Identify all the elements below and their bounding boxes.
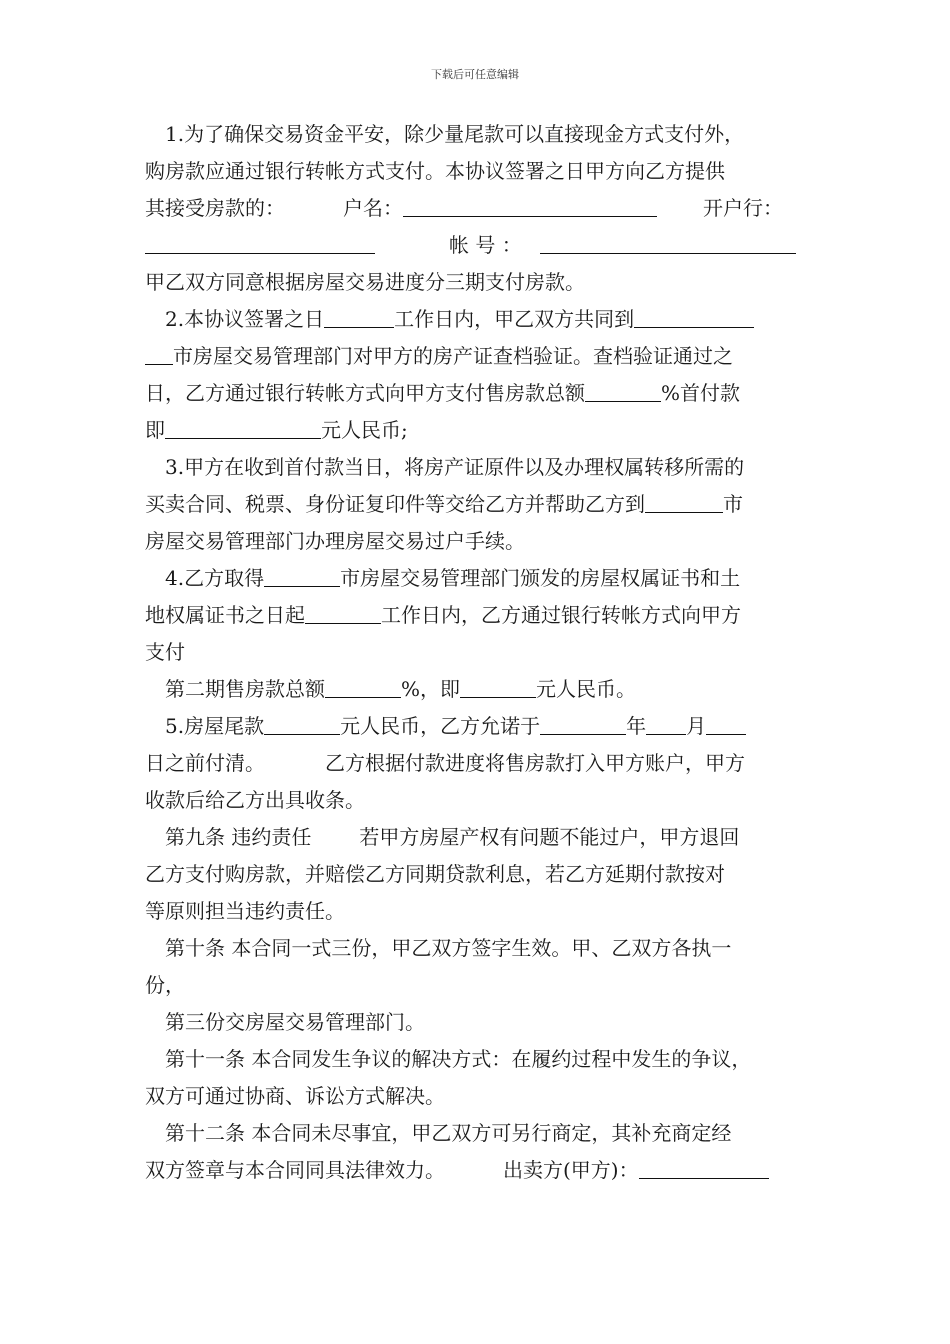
p3-line-3: 房屋交易管理部门办理房屋交易过户手续。 bbox=[145, 529, 525, 553]
account-name-label: 户名： bbox=[343, 196, 403, 220]
p1-line-4 bbox=[145, 227, 807, 264]
page-header: 下载后可任意编辑 bbox=[431, 68, 519, 81]
second-payment-percent-blank[interactable] bbox=[325, 673, 401, 698]
down-payment-percent-blank[interactable] bbox=[585, 377, 661, 402]
account-name-blank[interactable] bbox=[403, 192, 657, 217]
p2-line-4: 即 元人民币; bbox=[145, 412, 807, 449]
down-payment-amount-blank[interactable] bbox=[165, 414, 321, 439]
article-9-line-1: 第九条 违约责任 若甲方房屋产权有问题不能过户，甲方退回 bbox=[165, 825, 740, 849]
p5-line-1: 5.房屋尾款 元人民币，乙方允诺于 年 月 bbox=[145, 708, 807, 745]
article-11-line-1: 第十一条 本合同发生争议的解决方式：在履约过程中发生的争议， bbox=[165, 1047, 752, 1071]
bank-label: 开户行： bbox=[703, 196, 783, 220]
p4-line-1: 4.乙方取得 市房屋交易管理部门颁发的房屋权属证书和土 bbox=[145, 560, 807, 597]
second-payment-amount-blank[interactable] bbox=[460, 673, 536, 698]
account-number-label: 帐 号 ： bbox=[449, 233, 522, 257]
p4-line-2: 地权属证书之日起 工作日内，乙方通过银行转帐方式向甲方 bbox=[145, 597, 807, 634]
article-9-line-3: 等原则担当违约责任。 bbox=[145, 899, 345, 923]
article-11-line-2: 双方可通过协商、诉讼方式解决。 bbox=[145, 1084, 445, 1108]
p5-line-3: 收款后给乙方出具收条。 bbox=[145, 788, 365, 812]
day-blank[interactable] bbox=[706, 710, 746, 735]
article-9-title: 第九条 违约责任 bbox=[165, 825, 312, 849]
p1-line-1: 1.为了确保交易资金平安，除少量尾款可以直接现金方式支付外， bbox=[165, 122, 745, 146]
article-9-line-2: 乙方支付购房款，并赔偿乙方同期贷款利息，若乙方延期付款按对 bbox=[145, 862, 725, 886]
city-blank-1-cont[interactable] bbox=[145, 340, 173, 365]
article-12-line-2: 双方签章与本合同同具法律效力。 出卖方(甲方)： bbox=[145, 1152, 807, 1189]
article-12-line-1: 第十二条 本合同未尽事宜，甲乙双方可另行商定，其补充商定经 bbox=[165, 1121, 732, 1145]
p4-line-3: 支付 bbox=[145, 640, 185, 664]
p5-line-2: 日之前付清。 乙方根据付款进度将售房款打入甲方账户，甲方 bbox=[145, 751, 745, 775]
month-blank[interactable] bbox=[646, 710, 686, 735]
seller-label: 出卖方(甲方)： bbox=[503, 1158, 639, 1182]
p3-line-1: 3.甲方在收到首付款当日，将房产证原件以及办理权属转移所需的 bbox=[165, 455, 745, 479]
p4b-line: 第二期售房款总额 %，即 元人民币。 bbox=[145, 671, 807, 708]
seller-signature-blank[interactable] bbox=[639, 1154, 769, 1179]
p1-line-3: 其接受房款的： 户名： 开户行： bbox=[145, 190, 807, 227]
city-blank-2[interactable] bbox=[645, 488, 723, 513]
account-number-blank[interactable] bbox=[540, 229, 796, 254]
final-payment-blank[interactable] bbox=[264, 710, 340, 735]
p2-line-2: 市房屋交易管理部门对甲方的房产证查档验证。查档验证通过之 bbox=[145, 338, 807, 375]
days-blank-2[interactable] bbox=[305, 599, 381, 624]
p2-line-1: 2.本协议签署之日 工作日内，甲乙双方共同到 bbox=[145, 301, 807, 338]
days-blank-1[interactable] bbox=[324, 303, 394, 328]
article-10-line-2: 份， bbox=[145, 973, 185, 997]
article-10-line-3: 第三份交房屋交易管理部门。 bbox=[165, 1010, 425, 1034]
p3-line-2: 买卖合同、税票、身份证复印件等交给乙方并帮助乙方到 市 bbox=[145, 486, 807, 523]
article-10-line-1: 第十条 本合同一式三份，甲乙双方签字生效。甲、乙双方各执一 bbox=[165, 936, 732, 960]
p1-line-2: 购房款应通过银行转帐方式支付。本协议签署之日甲方向乙方提供 bbox=[145, 159, 725, 183]
bank-blank[interactable] bbox=[145, 229, 375, 254]
p1-line-5: 甲乙双方同意根据房屋交易进度分三期支付房款。 bbox=[145, 270, 585, 294]
p2-line-3: 日，乙方通过银行转帐方式向甲方支付售房款总额 %首付款 bbox=[145, 375, 807, 412]
year-blank[interactable] bbox=[540, 710, 626, 735]
city-blank-1[interactable] bbox=[634, 303, 754, 328]
document-body bbox=[145, 116, 807, 1189]
city-blank-3[interactable] bbox=[264, 562, 340, 587]
